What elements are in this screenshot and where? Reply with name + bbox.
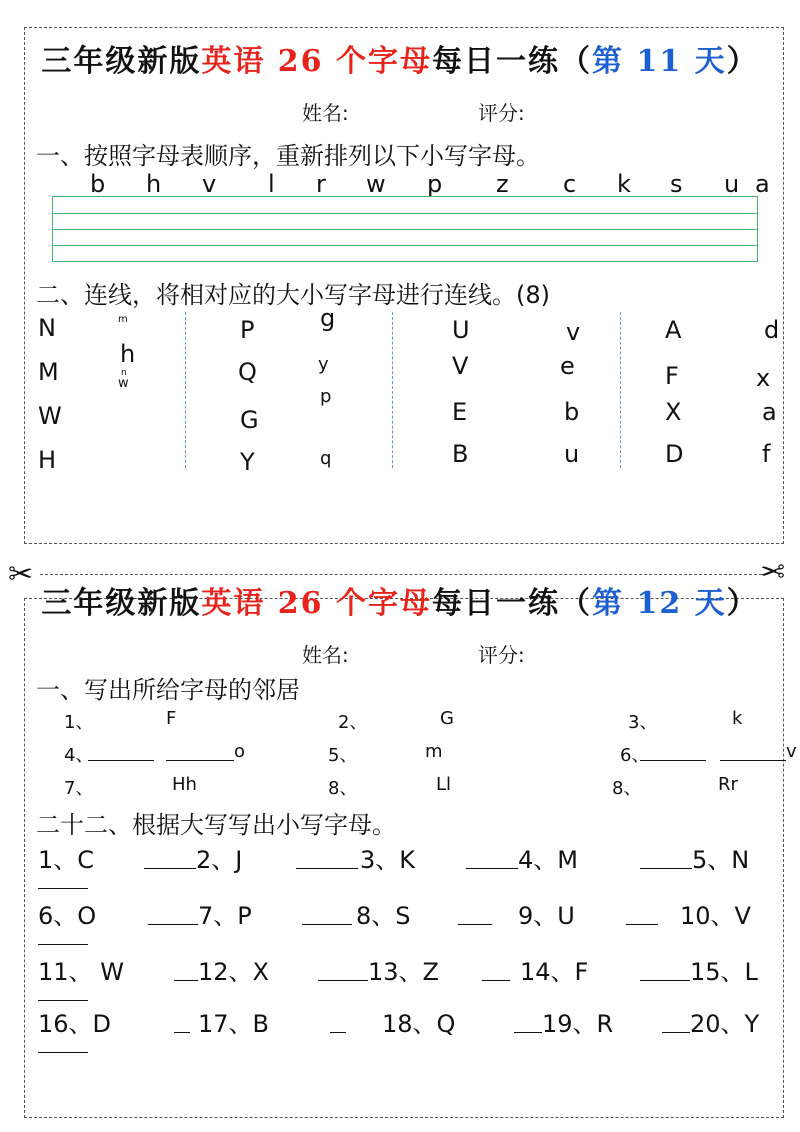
match-lower[interactable]: e [560,352,575,380]
q1-letter: p [427,170,443,198]
upper-row: 18、Q [382,1010,456,1038]
upper-row: 15、L [690,958,758,986]
neighbor-num: 1、 [64,712,94,733]
match-upper[interactable]: W [38,402,62,430]
neighbor-letter: m [425,741,443,762]
scissors-icon: ✂ [760,555,786,590]
match-lower[interactable]: m [118,314,128,325]
answer-blank[interactable] [330,1014,346,1033]
answer-blank[interactable] [640,850,692,869]
answer-blank[interactable] [174,1014,190,1033]
answer-blank[interactable] [466,850,518,869]
answer-blank[interactable] [148,906,198,925]
match-upper[interactable]: D [665,440,684,468]
answer-blank[interactable] [38,870,88,889]
upper-row: 19、R [542,1010,614,1038]
neighbor-letter: Rr [718,774,738,795]
answer-blank[interactable] [514,1014,542,1033]
q1-letter: s [670,170,683,198]
upper-row: 8、S [356,902,411,930]
upper-row: 13、Z [368,958,439,986]
answer-blank[interactable] [662,1014,690,1033]
q1-letter: b [90,170,106,198]
upper-row: 7、P [198,902,252,930]
answer-blank[interactable] [458,906,492,925]
neighbor-num: 8、 [612,778,642,799]
neighbor-letter: F [166,708,177,729]
answer-blank[interactable] [38,982,88,1001]
answer-blank[interactable] [640,962,690,981]
upper-row: 10、V [680,902,751,930]
upper-row: 20、Y [690,1010,760,1038]
answer-blank[interactable] [88,742,154,761]
match-lower[interactable]: g [320,304,336,332]
match-lower[interactable]: v [566,318,581,346]
q1-letter: u [724,170,740,198]
neighbor-letter: Ll [436,774,452,795]
day12-q1-title: 一、写出所给字母的邻居 [36,676,300,704]
q1-letter: z [496,170,509,198]
match-upper[interactable]: E [452,398,468,426]
upper-row: 1、C [38,846,95,874]
answer-blank[interactable] [296,850,358,869]
answer-blank[interactable] [38,926,88,945]
day12-score-label: 评分: [478,643,525,667]
answer-blank[interactable] [302,906,352,925]
answer-blank[interactable] [144,850,196,869]
match-lower[interactable]: w [118,376,129,391]
day12-name-label: 姓名: [302,643,349,667]
match-upper[interactable]: G [240,406,259,434]
match-upper[interactable]: M [38,358,59,386]
neighbor-num: 7、 [64,778,94,799]
day12-title: 三年级新版英语 26 个字母每日一练（第 12 天） [41,586,759,621]
match-upper[interactable]: H [38,446,57,474]
match-upper[interactable]: Y [240,448,255,476]
neighbor-num: 8、 [328,778,358,799]
q1-letter: w [366,170,386,198]
upper-row: 11、 W [38,958,124,986]
answer-blank[interactable] [174,962,198,981]
upper-row: 16、D [38,1010,112,1038]
q1-letter: k [617,170,631,198]
match-upper[interactable]: V [452,352,469,380]
cut-line [40,574,762,575]
match-upper[interactable]: X [665,398,682,426]
upper-row: 2、J [196,846,243,874]
handwriting-lines[interactable] [52,196,758,262]
q1-letter: a [755,170,770,198]
answer-blank[interactable] [38,1034,88,1053]
match-lower[interactable]: y [318,354,329,375]
match-upper[interactable]: A [665,316,682,344]
day11-name-label: 姓名: [302,101,349,125]
upper-row: 6、O [38,902,97,930]
neighbor-letter: Hh [172,774,197,795]
match-lower[interactable]: u [564,440,580,468]
match-lower[interactable]: p [320,386,332,407]
q1-letter: c [563,170,577,198]
neighbor-num: 3、 [628,712,658,733]
match-upper[interactable]: F [665,362,679,390]
upper-row: 9、U [518,902,575,930]
answer-blank[interactable] [640,742,706,761]
upper-row: 3、K [360,846,416,874]
match-lower[interactable]: b [564,398,580,426]
match-lower[interactable]: f [762,440,771,468]
match-lower[interactable]: q [320,448,332,469]
neighbor-letter: o [234,741,246,762]
upper-row: 14、F [520,958,589,986]
match-lower[interactable]: a [762,398,777,426]
q1-letter: v [202,170,217,198]
match-upper[interactable]: N [38,314,56,342]
match-lower[interactable]: d [764,316,780,344]
group-divider [185,312,186,468]
day11-q1-title: 一、按照字母表顺序，重新排列以下小写字母。 [36,142,540,170]
neighbor-num: 5、 [328,745,358,766]
neighbor-letter: v [786,741,797,762]
group-divider [392,312,393,468]
match-lower[interactable]: n [121,368,127,378]
answer-blank[interactable] [626,906,658,925]
day11-q2-title: 二、连线，将相对应的大小写字母进行连线。(8) [36,281,550,309]
match-upper[interactable]: Q [238,358,257,386]
group-divider [620,312,621,468]
q1-letter: r [316,170,326,198]
match-upper[interactable]: B [452,440,469,468]
answer-blank[interactable] [482,962,510,981]
neighbor-num: 6、 [620,745,650,766]
day11-score-label: 评分: [478,101,525,125]
answer-blank[interactable] [318,962,368,981]
neighbor-num: 2、 [338,712,368,733]
q1-letter: l [268,170,275,198]
q1-letter: h [146,170,162,198]
scissors-icon: ✂ [8,557,34,592]
neighbor-letter: G [440,708,454,729]
upper-row: 5、N [692,846,750,874]
answer-blank[interactable] [166,742,234,761]
upper-row: 4、M [518,846,578,874]
upper-row: 17、B [198,1010,270,1038]
match-lower[interactable]: x [756,364,771,392]
answer-blank[interactable] [720,742,786,761]
day12-q2-title: 二十二、根据大写写出小写字母。 [36,811,396,839]
day11-title: 三年级新版英语 26 个字母每日一练（第 11 天） [41,44,759,79]
upper-row: 12、X [198,958,269,986]
neighbor-letter: k [732,708,743,729]
match-lower[interactable]: h [120,340,136,368]
neighbor-num: 4、 [64,745,94,766]
match-upper[interactable]: U [452,316,470,344]
match-upper[interactable]: P [240,316,255,344]
